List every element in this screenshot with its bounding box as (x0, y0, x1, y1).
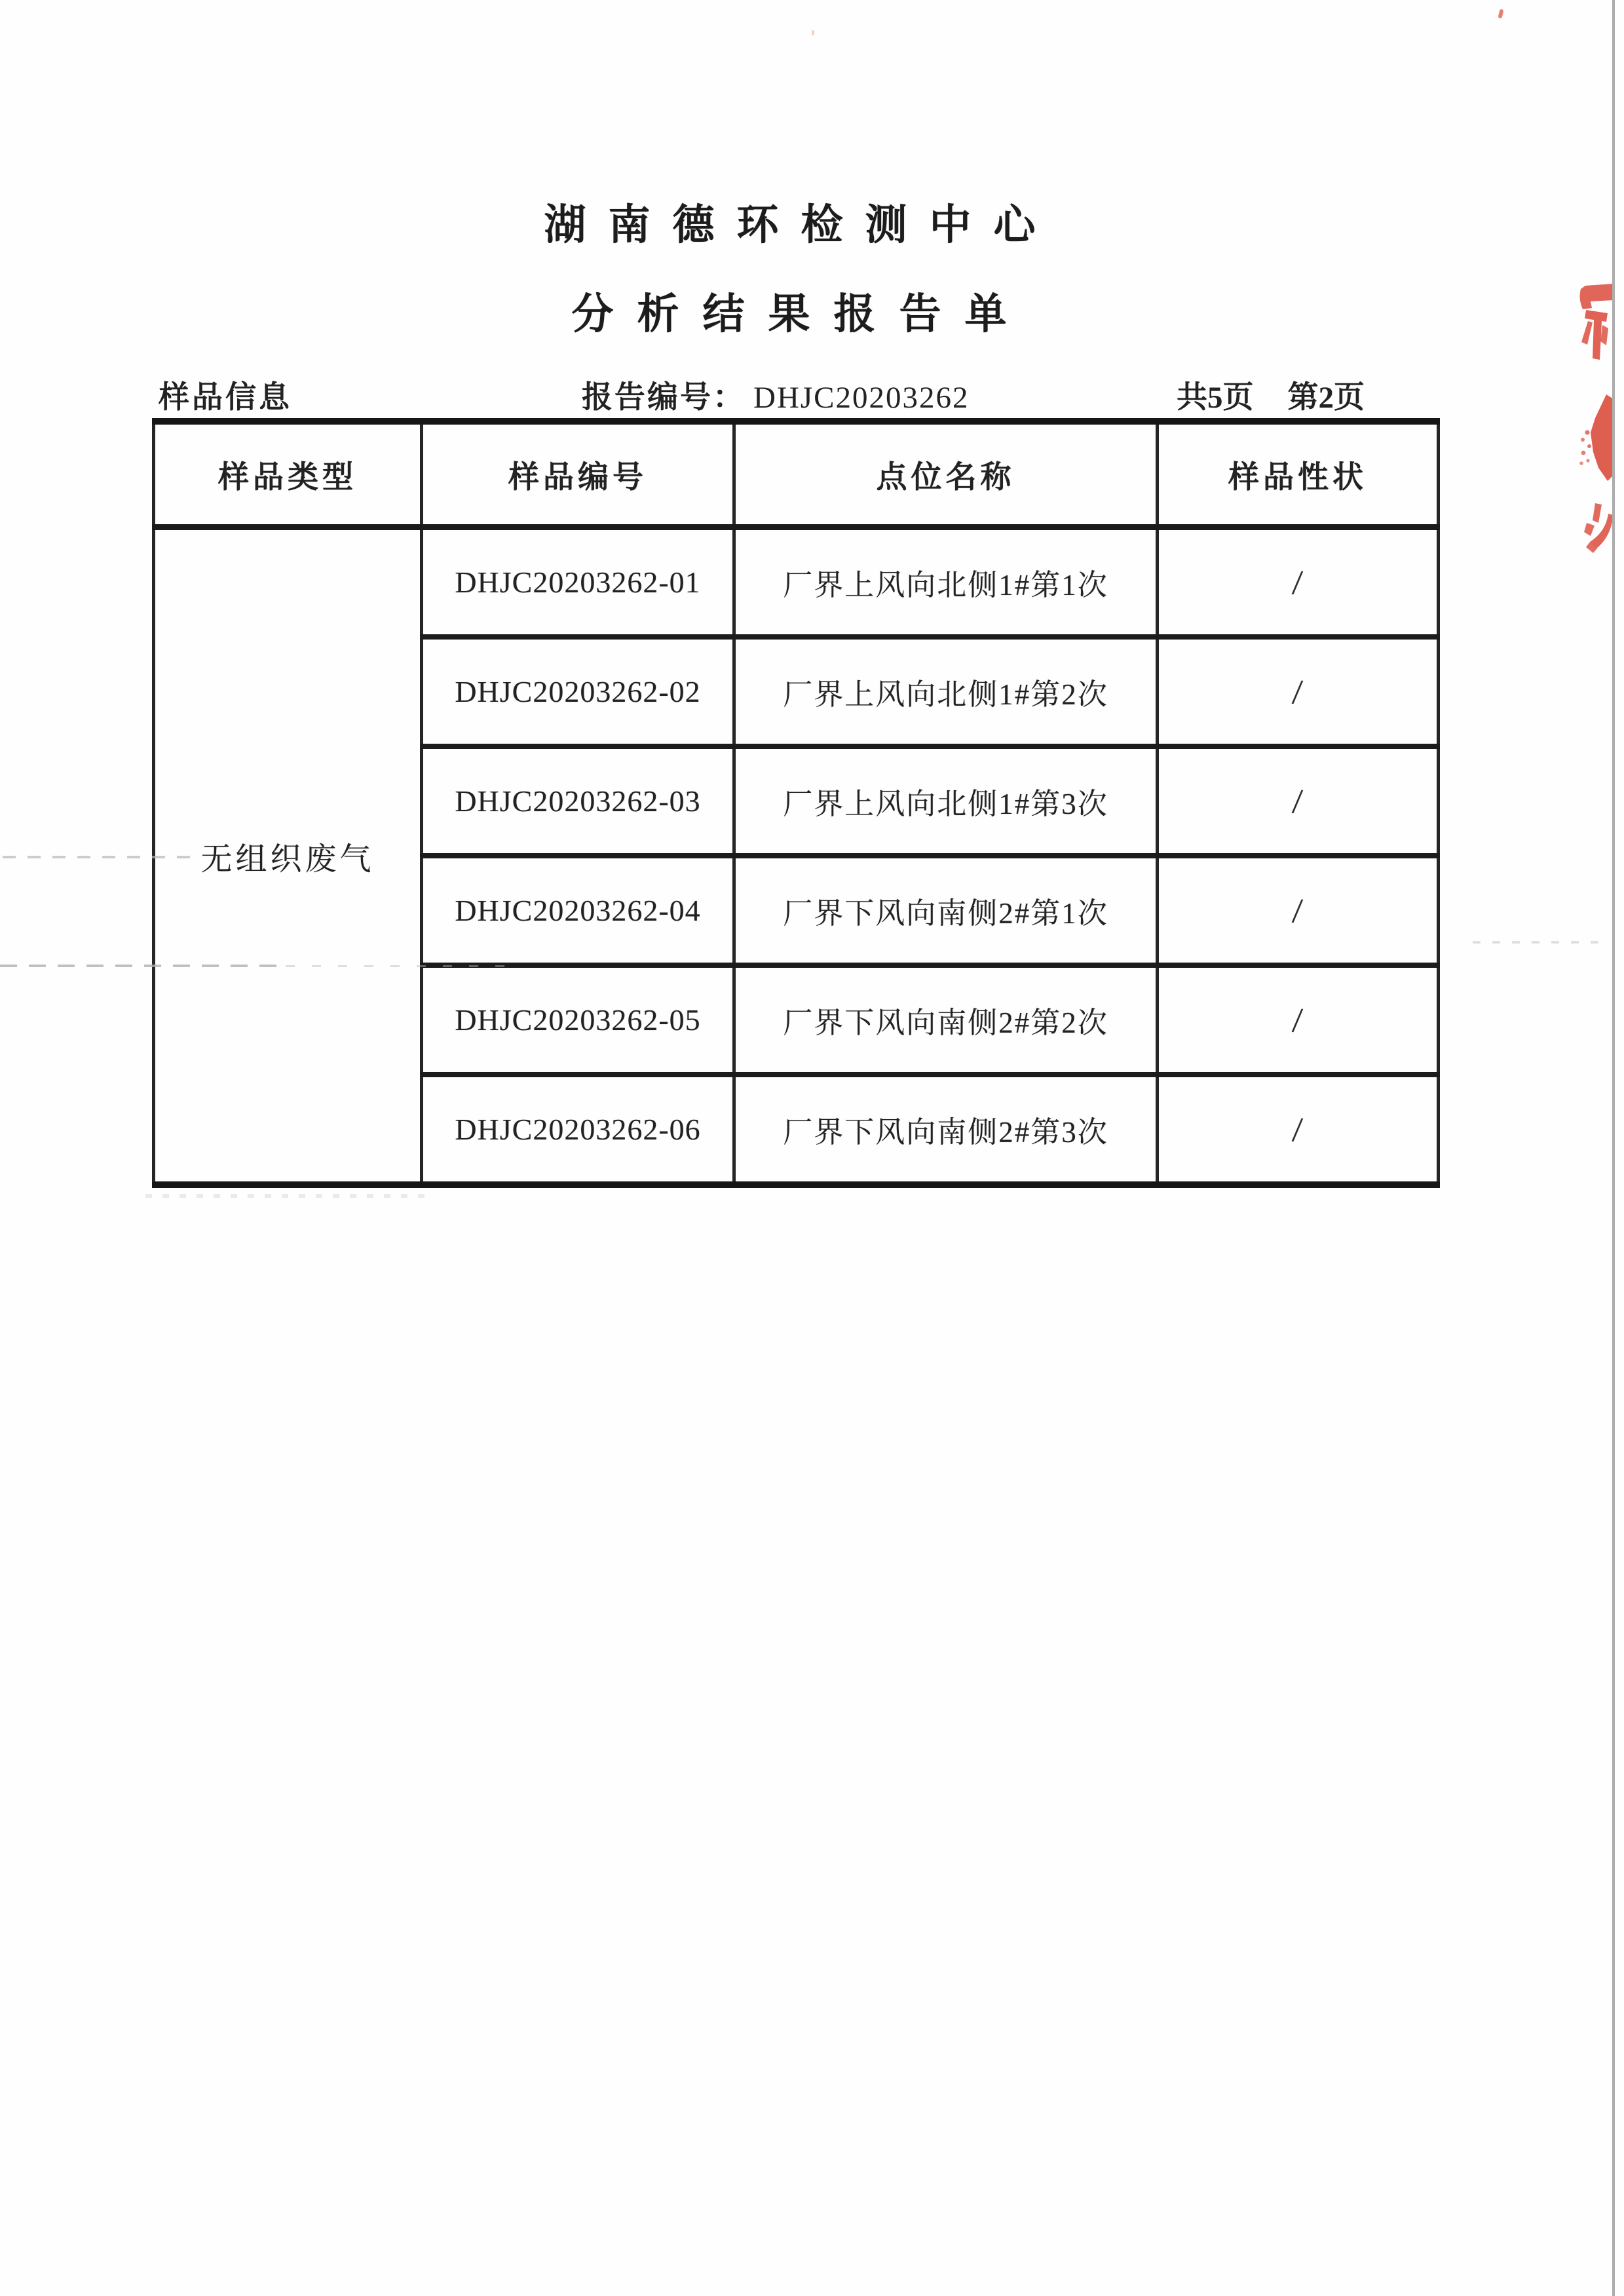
point-name-cell: 厂界上风向北侧1#第1次 (734, 527, 1158, 638)
report-number-label: 报告编号： (582, 381, 746, 415)
appearance-cell: / (1158, 965, 1439, 1075)
header-row (154, 421, 1439, 527)
red-speck-icon (1498, 9, 1503, 18)
scan-artifact-dash (286, 965, 508, 967)
table-row (154, 527, 1439, 638)
col-header-point-name: 点位名称 (734, 421, 1158, 527)
sample-no-cell: DHJC20203262-01 (422, 527, 734, 638)
point-name-cell: 厂界下风向南侧2#第1次 (734, 856, 1158, 965)
appearance-cell: / (1158, 746, 1439, 856)
scan-artifact-speckle (145, 1194, 427, 1198)
point-name-cell: 厂界上风向北侧1#第2次 (734, 637, 1158, 746)
org-title: 湖南德环检测中心 (544, 202, 1058, 248)
point-name-cell: 厂界上风向北侧1#第3次 (734, 746, 1158, 856)
scan-edge-line (1612, 0, 1615, 2296)
red-speck-icon (812, 30, 814, 35)
pages-total: 共5页 (1177, 381, 1254, 415)
report-number (582, 377, 970, 418)
meta-row (0, 377, 1624, 418)
sample-no-cell: DHJC20203262-03 (422, 746, 734, 856)
report-title: 分析结果报告单 (571, 291, 1030, 337)
page-current: 第2页 (1287, 381, 1365, 415)
sample-no-cell: DHJC20203262-02 (422, 637, 734, 746)
sample-info-table (152, 418, 1440, 1188)
sample-no-cell: DHJC20203262-05 (422, 965, 734, 1075)
point-name-cell: 厂界下风向南侧2#第3次 (734, 1075, 1158, 1185)
pagination (1177, 377, 1365, 418)
appearance-cell: / (1158, 527, 1439, 638)
sample-no-cell: DHJC20203262-06 (422, 1075, 734, 1185)
appearance-cell: / (1158, 856, 1439, 965)
appearance-cell: / (1158, 1075, 1439, 1185)
scan-artifact-dash (0, 965, 286, 967)
col-header-appearance: 样品性状 (1158, 421, 1439, 527)
sample-type-merged-cell: 无组织废气 (154, 527, 422, 1185)
appearance-cell: / (1158, 637, 1439, 746)
scan-artifact-dash (1473, 941, 1606, 944)
col-header-sample-type: 样品类型 (154, 421, 422, 527)
sample-info-label: 样品信息 (159, 381, 292, 415)
scan-artifact-dash (3, 856, 199, 858)
point-name-cell: 厂界下风向南侧2#第2次 (734, 965, 1158, 1075)
report-number-value: DHJC20203262 (753, 381, 970, 415)
red-seal-fragment-icon (1555, 267, 1614, 569)
sample-no-cell: DHJC20203262-04 (422, 856, 734, 965)
col-header-sample-no: 样品编号 (422, 421, 734, 527)
